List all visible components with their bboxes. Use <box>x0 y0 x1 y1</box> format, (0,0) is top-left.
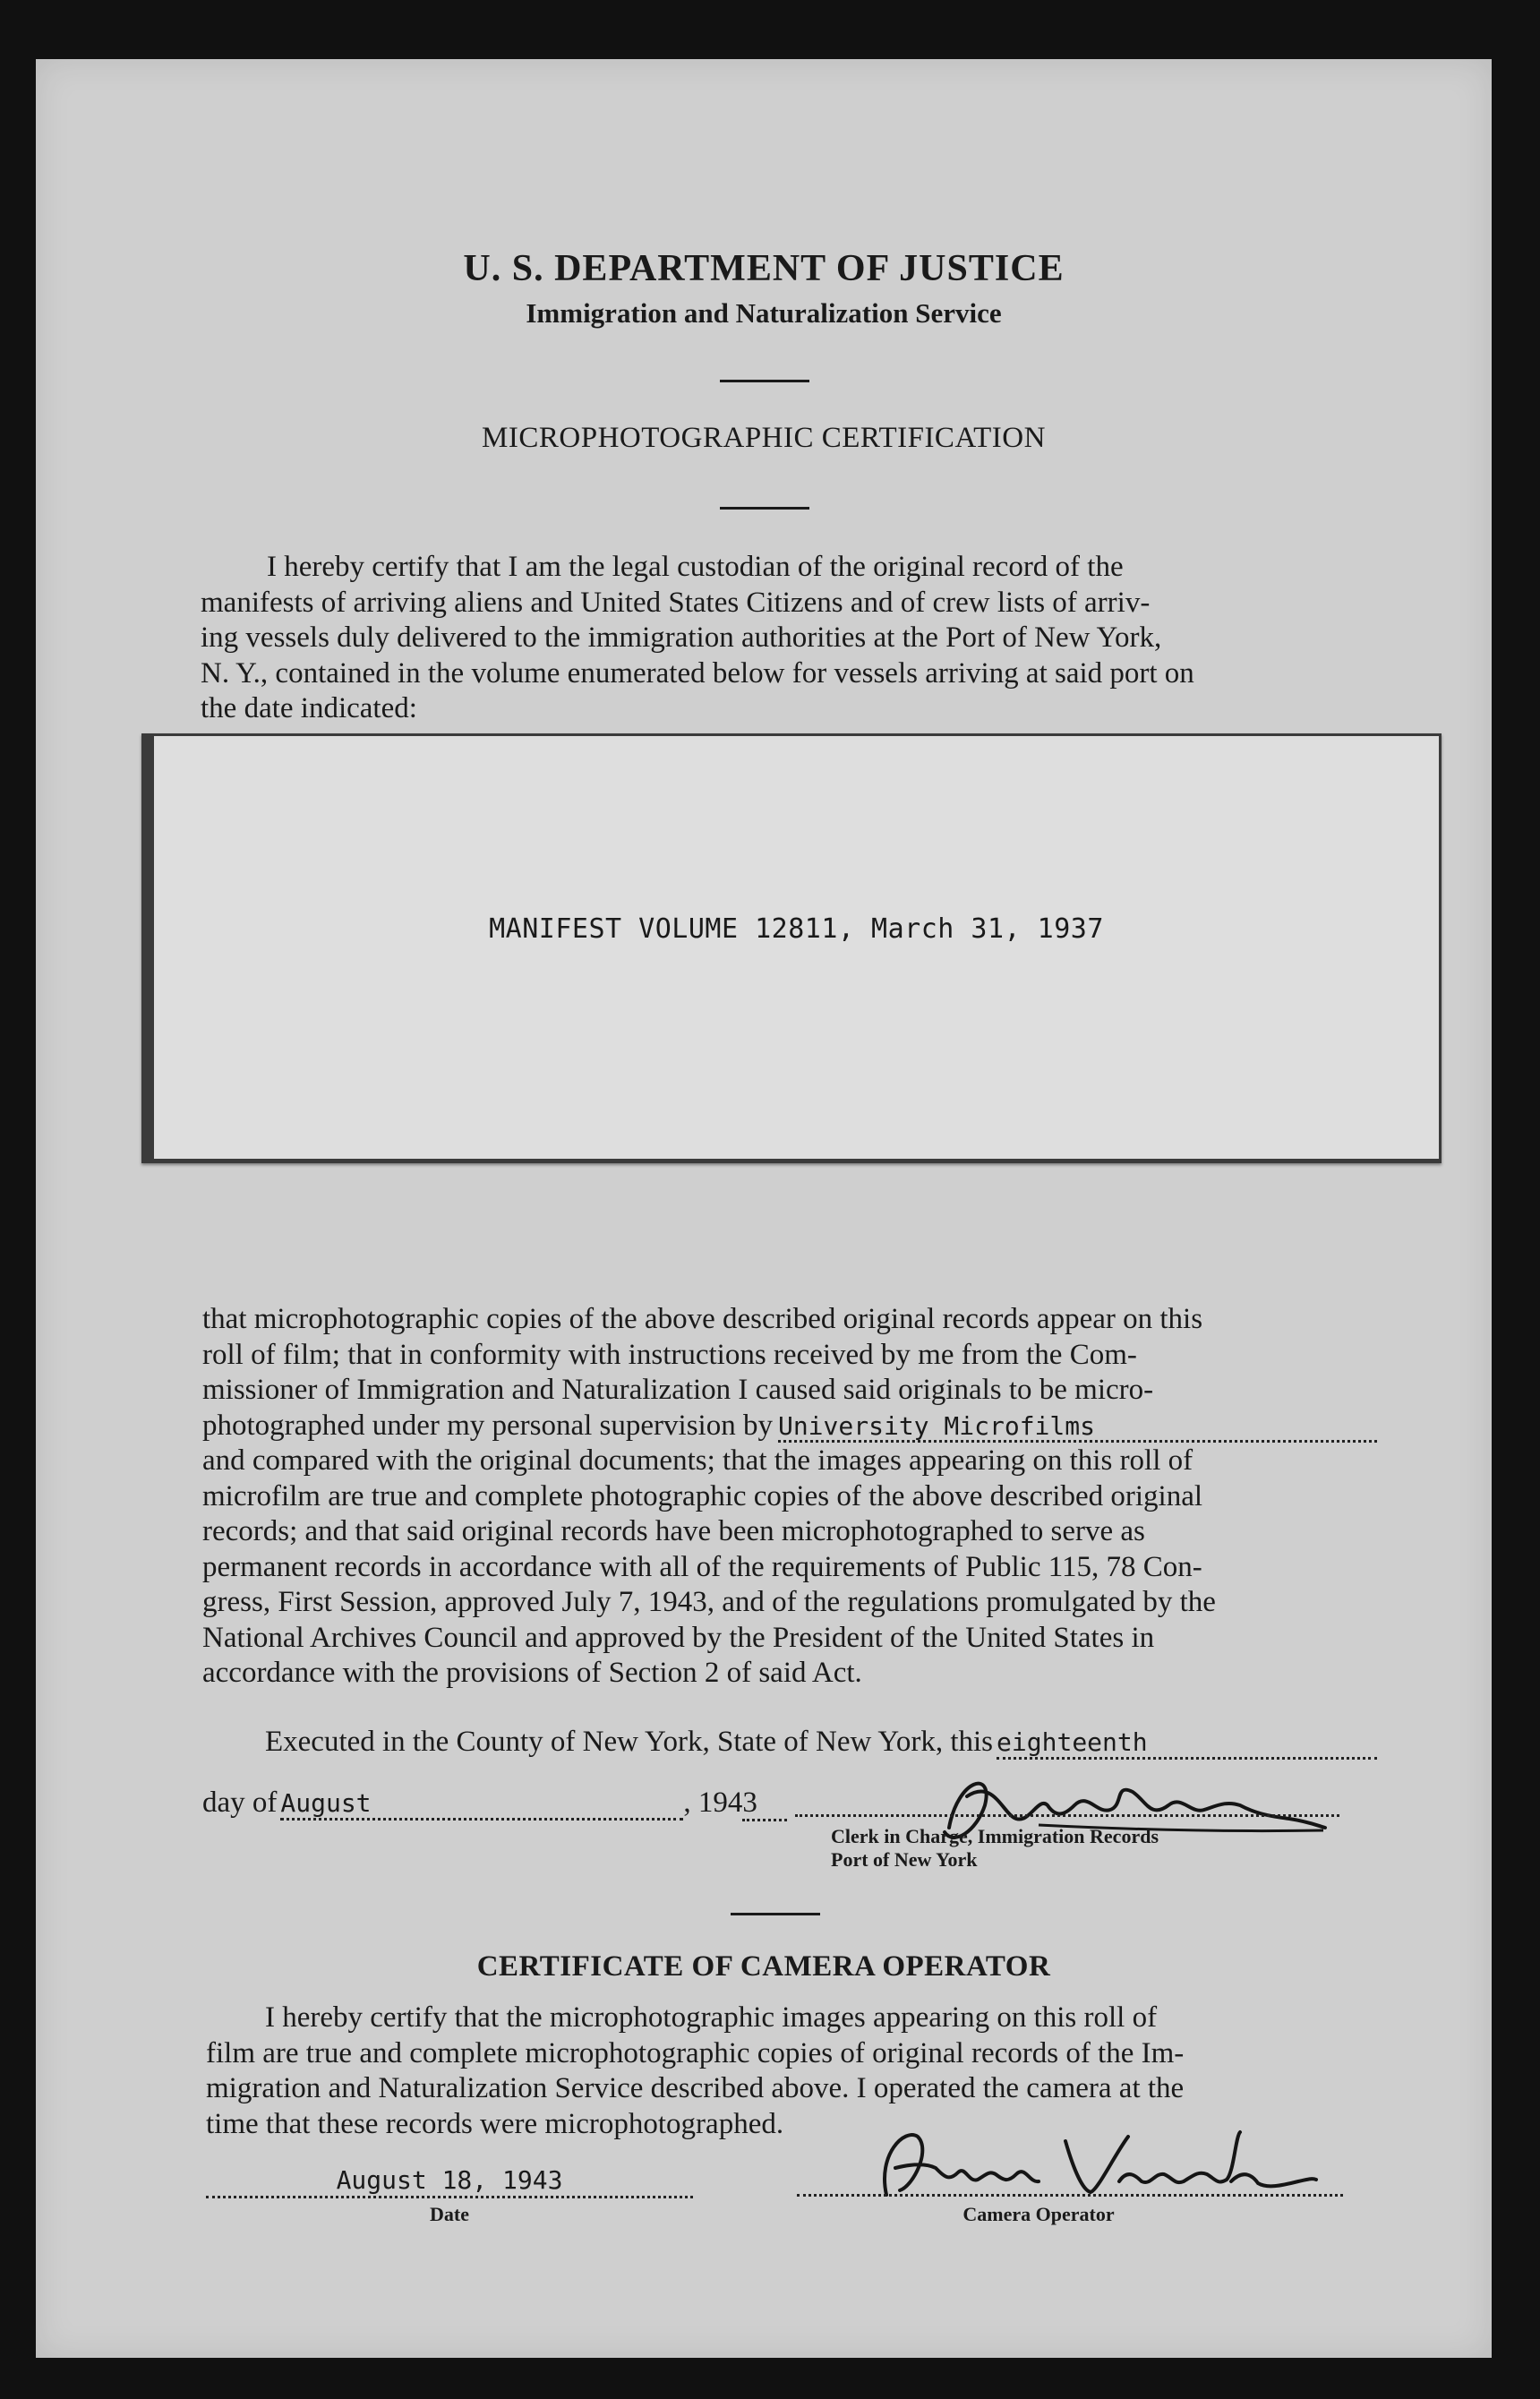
divider <box>720 507 809 510</box>
camera-operator-label: Camera Operator <box>962 2203 1115 2225</box>
service-heading: Immigration and Naturalization Service <box>526 297 1002 329</box>
paragraph-line: roll of film; that in conformity with instructions received by me from the Com- <box>202 1338 1137 1371</box>
paragraph-line: permanent records in accordance with all of the requirements of Public 115, 78 Con- <box>202 1550 1202 1583</box>
paragraph-line: migration and Naturalization Service described above. I operated the camera at the <box>206 2072 1185 2104</box>
date-label: Date <box>430 2203 469 2225</box>
camera-signature-line <box>797 2194 1343 2197</box>
paragraph-line: gress, First Session, approved July 7, 1943, and of the regulations promulgated by the <box>202 1586 1216 1618</box>
volume-card-text: MANIFEST VOLUME 12811, March 31, 1937 <box>489 913 1104 945</box>
divider <box>731 1913 820 1915</box>
paragraph-line: N. Y., contained in the volume enumerated below for vessels arriving at said port on <box>201 656 1194 690</box>
paragraph-line: that microphotographic copies of the above described original records appear on this <box>202 1303 1203 1335</box>
certification-title: MICROPHOTOGRAPHIC CERTIFICATION <box>482 422 1046 454</box>
clerk-title-line: Clerk in Charge, Immigration Records <box>831 1825 1159 1847</box>
paragraph-line: missioner of Immigration and Naturalization I caused said originals to be micro- <box>202 1374 1154 1406</box>
paragraph-line: film are true and complete microphotographic copies of original records of the Im- <box>206 2036 1185 2069</box>
clerk-signature-line <box>795 1814 1339 1817</box>
paragraph-line: the date indicated: <box>201 692 417 724</box>
paragraph-line: microfilm are true and complete photographic copies of the above described original <box>202 1479 1203 1512</box>
paragraph-line: time that these records were microphotographed. <box>206 2107 784 2140</box>
paragraph-line: I hereby certify that I am the legal custodian of the original record of the <box>267 551 1124 583</box>
clerk-title <box>831 1825 1159 1872</box>
execution-day-field: eighteenth <box>997 1729 1377 1760</box>
execution-prefix: Executed in the County of New York, State of New York, this <box>265 1726 994 1758</box>
supervision-line <box>202 1409 1377 1444</box>
supervision-prefix: photographed under my personal supervision by <box>202 1409 773 1442</box>
date-field: August 18, 1943 <box>206 2165 693 2198</box>
body-paragraph <box>202 1302 1377 1692</box>
department-heading: U. S. DEPARTMENT OF JUSTICE <box>463 248 1065 289</box>
year-field: 3 <box>742 1786 787 1821</box>
paragraph-line: ing vessels duly delivered to the immigration authorities at the Port of New York, <box>201 621 1162 654</box>
intro-paragraph <box>201 550 1375 727</box>
paragraph-line: and compared with the original documents; that the images appearing on this roll of <box>202 1444 1194 1477</box>
day-of-line <box>202 1786 874 1821</box>
volume-card <box>141 733 1442 1163</box>
month-field: August <box>280 1790 683 1821</box>
paragraph-line: manifests of arriving aliens and United States Citizens and of crew lists of arriv- <box>201 586 1151 619</box>
paragraph-line: records; and that said original records have been microphotographed to serve as <box>202 1515 1145 1547</box>
divider <box>720 380 809 382</box>
supervision-field: University Microfilms <box>778 1413 1377 1444</box>
day-of-label: day of <box>202 1786 278 1819</box>
camera-certificate-title: CERTIFICATE OF CAMERA OPERATOR <box>476 1950 1051 1983</box>
paragraph-line: National Archives Council and approved by the President of the United States in <box>202 1621 1155 1654</box>
paragraph-line: accordance with the provisions of Section 2 of said Act. <box>202 1657 862 1689</box>
certificate-page <box>36 59 1492 2358</box>
year-prefix: , 194 <box>683 1786 743 1819</box>
clerk-title-line: Port of New York <box>831 1848 978 1871</box>
paragraph-line: I hereby certify that the microphotographic images appearing on this roll of <box>265 2001 1158 2034</box>
